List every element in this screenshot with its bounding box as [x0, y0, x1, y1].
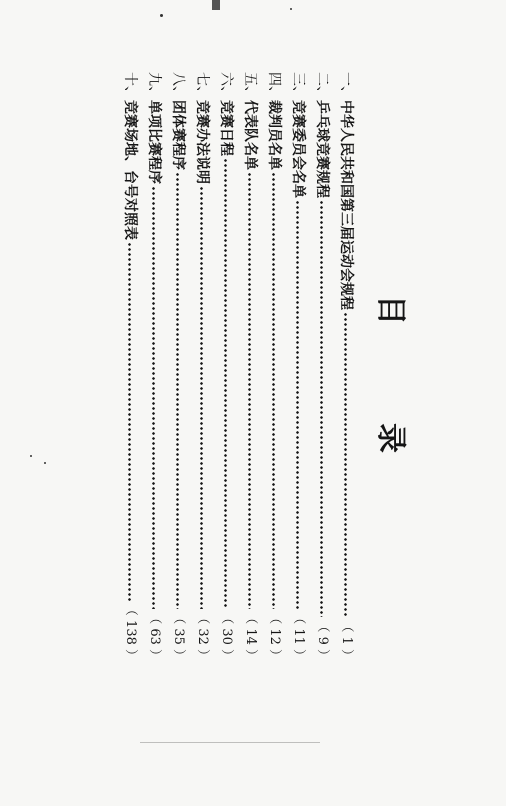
- toc-entry: [265, 72, 283, 662]
- entry-number: 六、: [218, 72, 234, 100]
- dot-leader: [225, 158, 228, 609]
- entry-title: 团体赛程序: [170, 100, 186, 170]
- dot-leader: [249, 172, 252, 609]
- dot-leader: [321, 200, 324, 617]
- entry-title: 乒乓球竞赛规程: [314, 100, 330, 198]
- entry-number: 一、: [338, 72, 354, 100]
- scan-speck: [160, 14, 163, 17]
- dot-leader: [201, 186, 204, 609]
- toc-entry: [145, 72, 163, 662]
- scan-speck: [30, 455, 32, 457]
- entry-page: （ 14 ）: [243, 611, 258, 662]
- entry-number: 九、: [146, 72, 162, 100]
- entry-title: 代表队名单: [242, 100, 258, 170]
- entry-page: （ 9 ）: [315, 619, 330, 662]
- dot-leader: [153, 186, 156, 609]
- entry-title: 竞赛场地、台号对照表: [122, 100, 138, 240]
- entry-number: 十、: [122, 72, 138, 100]
- toc-title-char-2: 录: [373, 423, 408, 453]
- dot-leader: [345, 312, 348, 617]
- scan-mark-top: [212, 0, 220, 10]
- entry-page: （ 30 ）: [219, 611, 234, 662]
- entry-number: 二、: [314, 72, 330, 100]
- entry-number: 七、: [194, 72, 210, 100]
- toc-entry: [241, 72, 259, 662]
- dot-leader: [177, 172, 180, 609]
- dot-leader: [273, 172, 276, 609]
- toc-entry: [313, 72, 331, 662]
- dot-leader: [297, 200, 300, 609]
- scan-speck: [290, 8, 292, 10]
- entry-page: （ 1 ）: [339, 619, 354, 662]
- toc-entry: [121, 72, 139, 662]
- entry-title: 竞赛委员会名单: [290, 100, 306, 198]
- toc-entry: [337, 72, 355, 662]
- toc-entry: [193, 72, 211, 662]
- entry-title: 中华人民共和国第三届运动会规程: [338, 100, 354, 310]
- dot-leader: [129, 242, 132, 601]
- entry-page: （ 35 ）: [171, 611, 186, 662]
- entry-page: （ 32 ）: [195, 611, 210, 662]
- entry-page: （ 11 ）: [291, 611, 306, 662]
- entry-number: 三、: [290, 72, 306, 100]
- entry-title: 竞赛日程: [218, 100, 234, 156]
- entry-page: （ 12 ）: [267, 611, 282, 662]
- entry-title: 竞赛办法说明: [194, 100, 210, 184]
- scan-line-bottom: [140, 742, 320, 743]
- scan-speck: [44, 462, 46, 464]
- toc-title-char-1: 目: [373, 295, 408, 325]
- entry-title: 单项比赛程序: [146, 100, 162, 184]
- entry-number: 五、: [242, 72, 258, 100]
- entry-page: （ 63 ）: [147, 611, 162, 662]
- entry-number: 八、: [170, 72, 186, 100]
- toc-entry: [217, 72, 235, 662]
- toc-entry: [289, 72, 307, 662]
- entry-number: 四、: [266, 72, 282, 100]
- toc-entry: [169, 72, 187, 662]
- entry-page: （ 138 ）: [123, 602, 138, 662]
- entry-title: 裁判员名单: [266, 100, 282, 170]
